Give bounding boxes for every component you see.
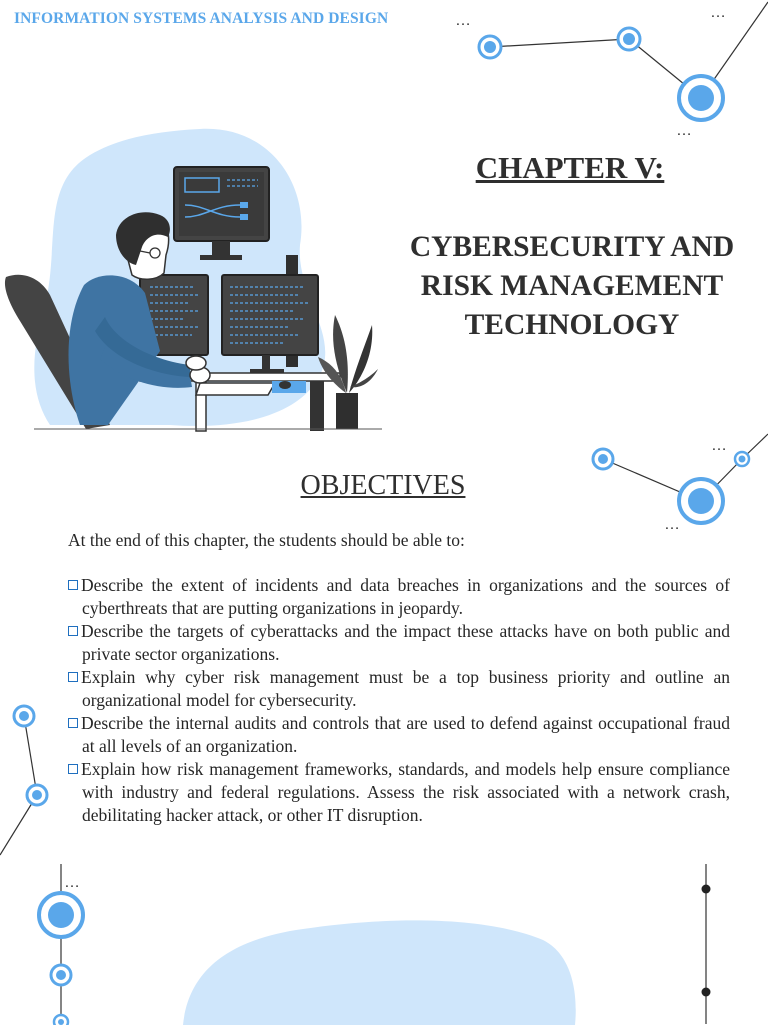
objective-item [68, 758, 730, 827]
objectives-heading: OBJECTIVES [300, 470, 466, 501]
ellipsis-decoration: … [664, 516, 681, 533]
network-node-decoration-left [0, 700, 80, 860]
objective-text: Explain how risk management frameworks, standards, and models help ensure compliance with industry and federal regulations. Assess the risk associated with a network crash, debilitating hacker attack, or other IT disruption. [81, 759, 730, 825]
chapter-title [388, 228, 756, 345]
objective-item [68, 712, 730, 758]
ellipsis-decoration: … [64, 874, 81, 891]
chapter-title-line: RISK MANAGEMENT [420, 270, 724, 302]
ellipsis-decoration: … [455, 12, 472, 29]
objectives-list [68, 574, 730, 827]
ellipsis-decoration: … [711, 437, 728, 454]
objective-text: Explain why cyber risk management must be a top business priority and outline an organizational model for cybersecurity. [81, 667, 730, 710]
chapter-title-line: CYBERSECURITY AND [409, 231, 735, 263]
checkbox-bullet-icon [68, 580, 78, 590]
course-title: INFORMATION SYSTEMS ANALYSIS AND DESIGN [14, 10, 389, 27]
objective-text: Describe the targets of cyberattacks and the impact these attacks have on both public and private sector organizations. [81, 621, 730, 664]
checkbox-bullet-icon [68, 672, 78, 682]
objective-text: Describe the internal audits and controls that are used to defend against occupational fraud at all levels of an organization. [81, 713, 730, 756]
ellipsis-decoration: … [710, 4, 727, 21]
objective-text: Describe the extent of incidents and data breaches in organizations and the sources of cyberthreats that are putting organizations in jeopardy. [81, 575, 730, 618]
chapter-title-line: TECHNOLOGY [464, 309, 680, 341]
objective-item [68, 620, 730, 666]
vertical-line-decoration [697, 864, 717, 1024]
network-node-decoration-bottom-left [0, 864, 120, 1024]
checkbox-bullet-icon [68, 626, 78, 636]
objectives-intro: At the end of this chapter, the students should be able to: [68, 530, 465, 550]
person-at-computer-illustration [0, 125, 390, 435]
chapter-label: CHAPTER V: [475, 150, 665, 185]
ellipsis-decoration: … [676, 122, 693, 139]
objective-item [68, 666, 730, 712]
blob-decoration [183, 915, 583, 1025]
network-node-decoration-top [0, 0, 768, 140]
objective-item [68, 574, 730, 620]
